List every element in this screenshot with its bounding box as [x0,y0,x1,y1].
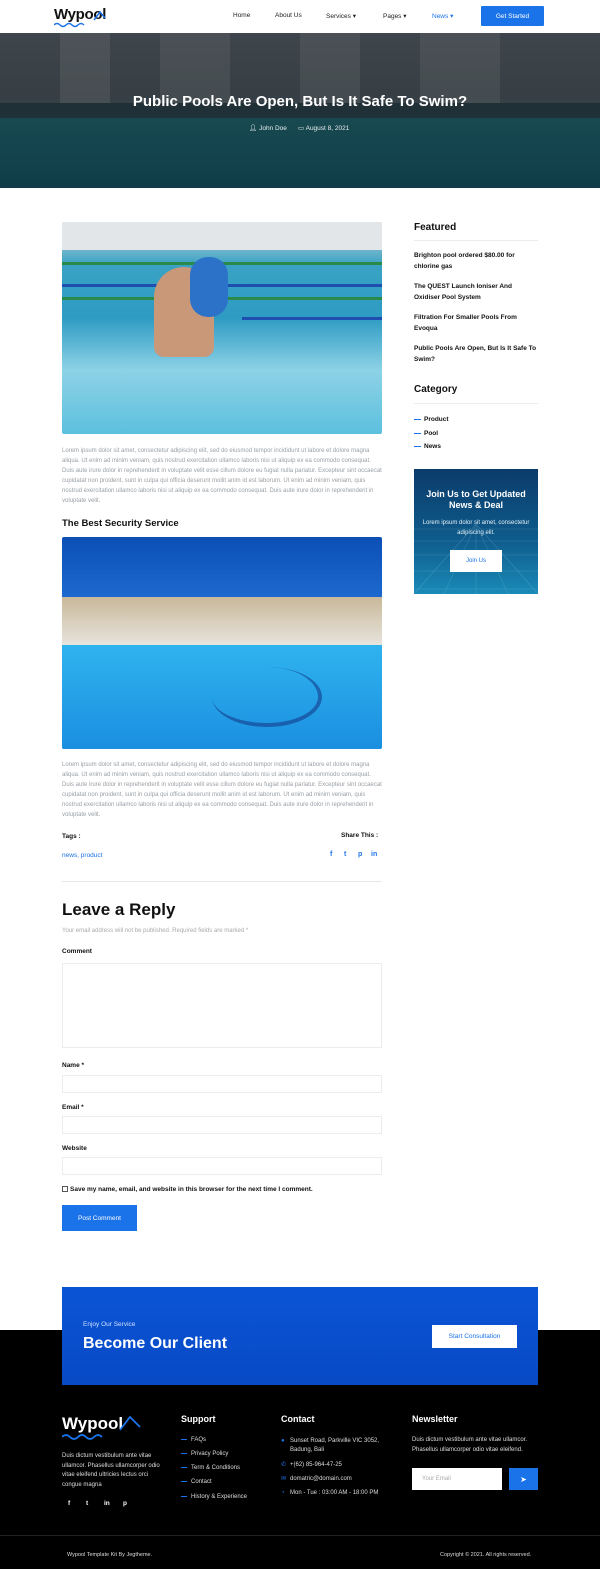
clock-icon: ◔ [281,1490,285,1496]
featured-post-2[interactable]: The QUEST Launch Ioniser And Oxidiser Pool System [414,283,512,301]
facebook-icon[interactable]: f [68,1500,71,1507]
newsletter-promo [414,469,538,594]
website-field[interactable] [62,1157,382,1175]
phone-icon: ✆ [281,1462,287,1468]
contact-phone[interactable] [281,1461,386,1470]
child-figure [190,257,228,317]
comment-label: Comment [62,948,92,955]
footer-link-history[interactable] [181,1494,247,1500]
pool-pattern [212,667,322,727]
category-divider [414,403,538,404]
twitter-icon[interactable]: t [86,1500,89,1507]
footer-copyright: Copyright © 2021. All rights reserved. [440,1552,532,1558]
chevron-down-icon: ▾ [450,13,454,20]
nav-services[interactable] [326,12,356,20]
category-label: Pool [424,430,439,437]
cta-banner [62,1287,538,1385]
article-image-pool-family [62,222,382,434]
footer-logo-text: Wypool [62,1414,124,1433]
support-title: Support [181,1414,216,1424]
promo-title: Join Us to Get Updated News & Deal [426,489,526,510]
date-text: August 8, 2021 [305,125,350,132]
user-icon: 👤︎ [249,125,258,132]
dash-icon [181,1467,187,1468]
email-field[interactable] [62,1116,382,1134]
category-news[interactable] [414,443,441,450]
dash-icon [414,419,421,421]
twitter-icon[interactable]: t [344,851,347,858]
cta-subtitle: Enjoy Our Service [83,1321,136,1328]
footer-link-label: History & Experience [191,1494,248,1500]
wave-logo-icon [62,1412,142,1442]
nav-services-label: Services [326,13,351,20]
nav-about[interactable]: About Us [275,12,302,19]
dash-icon [181,1496,187,1497]
email-text: domatric@domain.com [290,1476,352,1482]
reply-note: Your email address will not be published. Required fields are marked * [62,928,249,934]
post-comment-button[interactable]: Post Comment [62,1205,137,1231]
dash-icon [181,1439,187,1440]
category-label: Product [424,416,449,423]
linkedin-icon[interactable]: in [104,1500,110,1507]
contact-hours [281,1489,396,1498]
category-label: News [424,443,441,450]
footer-link-label: Contact [191,1479,212,1485]
dash-icon [414,446,421,448]
send-icon[interactable]: ➤ [509,1468,538,1490]
footer-about: Duis dictum vestibulum ante vitae ullamcor. Phasellus ullamcorper odio vitae eleifend ultricies lectus orci congue magna [62,1453,160,1488]
image-background [62,222,382,250]
website-label: Website [62,1145,87,1152]
dash-icon [181,1481,187,1482]
newsletter-text: Duis dictum vestibulum ante vitae ullamcor. Phasellus ullamcorper odio vitae eleifend. [412,1437,528,1453]
tags-links[interactable]: news, product [62,852,103,859]
featured-post-4[interactable]: Public Pools Are Open, But Is It Safe To Swim? [414,345,537,363]
footer-link-contact[interactable] [181,1479,212,1485]
post-title: Public Pools Are Open, But Is It Safe To Swim? [132,93,468,110]
article-subheading: The Best Security Service [62,518,179,529]
share-label: Share This : [341,832,379,839]
featured-post-1[interactable]: Brighton pool ordered $80.00 for chlorine gas [414,252,515,270]
post-date [298,124,349,132]
article-image-resort-pool [62,537,382,749]
post-author[interactable] [249,124,287,132]
footer-logo[interactable] [62,1414,123,1434]
location-pin-icon: ● [281,1438,285,1444]
comment-textarea[interactable] [62,963,382,1048]
article-paragraph-2: Lorem ipsum dolor sit amet, consectetur adipiscing elit, sed do eiusmod tempor incididunt ut labore et dolore magna aliqua. Ut enim ad minim veniam, quis nostrud exercitation ullamco laboris nisi ut aliquip ex ea commodo consequat. Duis aute irure dolor in reprehenderit in voluptate velit esse cillum dolore eu fugiat nulla pariatur. Excepteur sint occaecat cupidatat non proident, sunt in culpa qui officia deserunt mollit anim id est laborum. Ut enim ad minim veniam, quis nostrud exercitation ullamco laboris nisi ut aliquip ex ea commodo consequat. Duis aute irure dolor in reprehenderit in voluptate velit. [62,762,382,819]
featured-title: Featured [414,222,457,233]
promo-text: Lorem ipsum dolor sit amet, consectetur adipiscing elit. [422,520,530,536]
resort-buildings [62,597,382,647]
footer-credit: Wypool Template Kit By Jegtheme. [67,1552,153,1558]
footer-divider [0,1535,600,1536]
footer-link-faqs[interactable] [181,1437,206,1443]
site-logo[interactable] [54,6,106,23]
logo-text: Wypool [54,6,107,23]
wave-logo-icon [54,6,106,30]
join-us-button[interactable]: Join Us [450,550,502,572]
nav-pages-label: Pages [383,13,402,20]
name-label: Name * [62,1062,85,1069]
pinterest-icon[interactable]: p [358,851,363,858]
nav-home[interactable]: Home [233,12,251,19]
contact-title: Contact [281,1414,315,1424]
featured-post-3[interactable]: Filtration For Smaller Pools From Evoqua [414,314,517,332]
start-consultation-button[interactable]: Start Consultation [432,1325,517,1348]
divider [62,881,382,882]
newsletter-email-input[interactable]: Your Email [412,1468,502,1490]
address-text: Sunset Road, Parkville VIC 3052, Badung, Bali [290,1438,380,1453]
dash-icon [181,1453,187,1454]
footer-link-terms[interactable] [181,1465,240,1471]
tags-label: Tags : [62,833,81,840]
dash-icon [414,433,421,435]
save-info-checkbox[interactable] [62,1186,68,1192]
nav-news-label: News [432,13,449,20]
category-pool[interactable] [414,430,438,437]
footer-link-privacy[interactable] [181,1451,228,1457]
footer-link-label: Privacy Policy [191,1451,229,1457]
featured-divider [414,240,538,241]
nav-pages[interactable] [383,12,407,20]
footer-link-label: Term & Conditions [191,1465,241,1471]
facebook-icon[interactable]: f [330,851,333,858]
chevron-down-icon: ▾ [403,13,407,20]
site-header [0,0,600,33]
save-info-label: Save my name, email, and website in this browser for the next time I comment. [70,1186,313,1193]
category-title: Category [414,384,458,395]
author-name: John Doe [259,125,287,132]
email-label: Email * [62,1104,84,1111]
calendar-icon: ▭ [298,125,305,132]
phone-text: +(62) 85-964-47-25 [290,1462,342,1468]
linkedin-icon[interactable]: in [371,851,378,858]
contact-address [281,1437,386,1455]
hero-banner [0,33,600,188]
mail-icon: ✉ [281,1476,287,1482]
reply-title: Leave a Reply [62,900,176,919]
hours-text: Mon - Tue : 03:00 AM - 18:00 PM [290,1490,379,1496]
contact-email[interactable] [281,1475,386,1484]
cta-title: Become Our Client [83,1335,228,1352]
hero-overlay [0,33,600,188]
lane-rope [242,317,382,320]
article-paragraph-1: Lorem ipsum dolor sit amet, consectetur adipiscing elit, sed do eiusmod tempor incididunt ut labore et dolore magna aliqua. Ut enim ad minim veniam, quis nostrud exercitation ullamco laboris nisi ut aliquip ex ea commodo consequat. Duis aute irure dolor in reprehenderit in voluptate velit esse cillum dolore eu fugiat nulla pariatur. Excepteur sint occaecat cupidatat non proident, sunt in culpa qui officia deserunt mollit anim id est laborum. Ut enim ad minim veniam, quis nostrud exercitation ullamco laboris nisi ut aliquip ex ea commodo consequat. Duis aute irure dolor in reprehenderit in voluptate velit. [62,448,382,505]
newsletter-title: Newsletter [412,1414,458,1424]
pinterest-icon[interactable]: p [123,1500,127,1507]
name-field[interactable] [62,1075,382,1093]
nav-news[interactable] [432,12,453,20]
footer-link-label: FAQs [191,1437,207,1443]
category-product[interactable] [414,416,449,423]
get-started-button[interactable]: Get Started [481,6,544,26]
chevron-down-icon: ▾ [352,13,357,20]
